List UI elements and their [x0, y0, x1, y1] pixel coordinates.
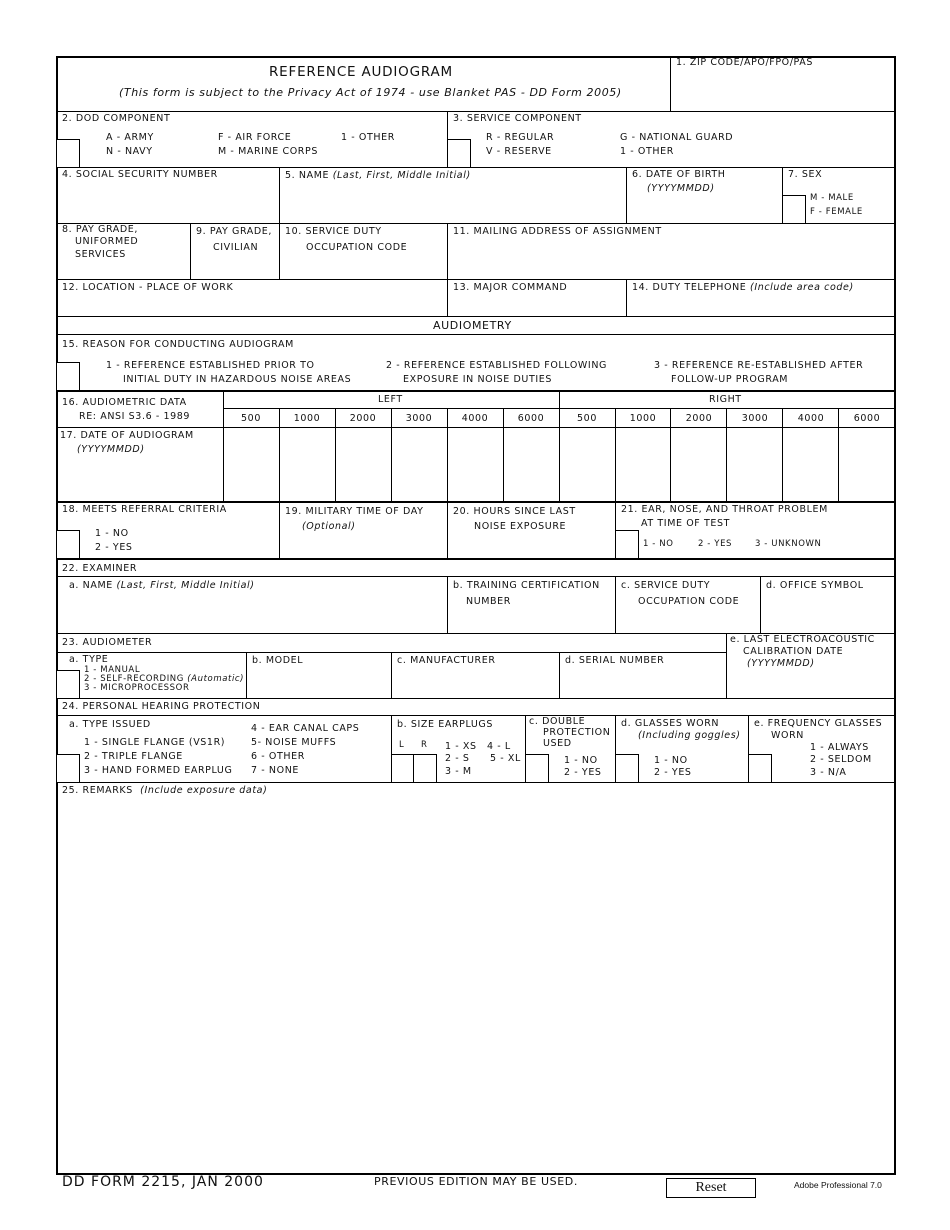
mailing-address-label: 11. MAILING ADDRESS OF ASSIGNMENT: [453, 226, 662, 237]
sex-option: F - FEMALE: [810, 207, 863, 217]
audiometer-type-box[interactable]: [56, 670, 80, 699]
threshold-cell[interactable]: [616, 428, 670, 500]
ssn-label: 4. SOCIAL SECURITY NUMBER: [62, 169, 218, 180]
training-cert-label: NUMBER: [466, 596, 511, 607]
pay-grade-civilian-label: 9. PAY GRADE,: [196, 226, 273, 237]
double-protection-label: c. DOUBLE: [529, 716, 586, 727]
rule: [56, 223, 894, 224]
reason-box[interactable]: [56, 362, 80, 391]
dod-option: 1 - OTHER: [341, 132, 395, 143]
size-option: 2 - S: [445, 753, 470, 764]
pay-grade-civilian-label: CIVILIAN: [213, 242, 259, 253]
reason-option: FOLLOW-UP PROGRAM: [671, 374, 789, 385]
reason-option: INITIAL DUTY IN HAZARDOUS NOISE AREAS: [123, 374, 352, 385]
edition-note: PREVIOUS EDITION MAY BE USED.: [374, 1175, 578, 1188]
frequency-header: 6000: [853, 413, 881, 424]
double-protection-label: USED: [543, 738, 572, 749]
type-issued-option: 6 - OTHER: [251, 751, 305, 762]
major-command-label: 13. MAJOR COMMAND: [453, 282, 568, 293]
hours-noise-field[interactable]: [448, 535, 614, 557]
examiner-name-field[interactable]: [57, 594, 446, 632]
ent-option: 1 - NO: [643, 539, 674, 549]
type-issued-label: a. TYPE ISSUED: [69, 719, 151, 730]
model-field[interactable]: [247, 668, 390, 697]
audiometric-data-label: RE: ANSI S3.6 - 1989: [79, 411, 191, 422]
serial-number-field[interactable]: [560, 668, 725, 697]
service-option: G - NATIONAL GUARD: [620, 132, 734, 143]
type-issued-option: 7 - NONE: [251, 765, 300, 776]
frequency-glasses-option: 2 - SELDOM: [810, 754, 872, 765]
examiner-duty-label: OCCUPATION CODE: [638, 596, 740, 607]
frequency-glasses-box[interactable]: [748, 754, 772, 783]
referral-label: 18. MEETS REFERRAL CRITERIA: [62, 504, 227, 515]
frequency-header: 1000: [293, 413, 321, 424]
type-issued-option: 1 - SINGLE FLANGE (VS1R): [84, 737, 226, 748]
double-protection-box[interactable]: [525, 754, 549, 783]
referral-box[interactable]: [56, 530, 80, 559]
duty-occupation-label: 10. SERVICE DUTY: [285, 226, 382, 237]
pay-grade-uniformed-label: 8. PAY GRADE,: [62, 224, 139, 235]
rule: [447, 576, 448, 633]
hearing-protection-heading: 24. PERSONAL HEARING PROTECTION: [62, 701, 261, 712]
form-number: DD FORM 2215, JAN 2000: [62, 1174, 264, 1190]
ent-option: 2 - YES: [698, 539, 733, 549]
training-cert-label: b. TRAINING CERTIFICATION: [453, 580, 600, 591]
zip-code-field[interactable]: [671, 70, 892, 110]
frequency-header: 3000: [405, 413, 433, 424]
manufacturer-label: c. MANUFACTURER: [397, 655, 496, 666]
location-label: 12. LOCATION - PLACE OF WORK: [62, 282, 234, 293]
frequency-glasses-option: 3 - N/A: [810, 767, 847, 778]
ent-problem-box[interactable]: [615, 530, 639, 559]
name-label: 5. NAME (Last, First, Middle Initial): [285, 170, 471, 181]
rule: [279, 223, 280, 279]
glasses-worn-label: d. GLASSES WORN: [621, 718, 720, 729]
reason-option: 1 - REFERENCE ESTABLISHED PRIOR TO: [106, 360, 315, 371]
service-option: R - REGULAR: [486, 132, 555, 143]
dod-option: A - ARMY: [106, 132, 154, 143]
audiometer-type-option: 3 - MICROPROCESSOR: [84, 683, 190, 693]
size-left-box[interactable]: [391, 754, 415, 783]
threshold-cell[interactable]: [280, 428, 334, 500]
threshold-cell[interactable]: [840, 428, 894, 500]
rule: [56, 698, 894, 699]
manufacturer-field[interactable]: [392, 668, 558, 697]
military-time-label: 19. MILITARY TIME OF DAY: [285, 506, 424, 517]
glasses-worn-box[interactable]: [615, 754, 639, 783]
frequency-header: 4000: [797, 413, 825, 424]
audiogram-date-format: (YYYYMMDD): [77, 444, 145, 455]
form-title: REFERENCE AUDIOGRAM: [269, 64, 453, 80]
duty-occupation-label: OCCUPATION CODE: [306, 242, 408, 253]
size-right-label: R: [421, 740, 428, 750]
model-label: b. MODEL: [252, 655, 304, 666]
military-time-field[interactable]: [280, 535, 446, 557]
reset-button[interactable]: Reset: [666, 1178, 756, 1198]
glasses-worn-option: 1 - NO: [654, 755, 688, 766]
threshold-cell[interactable]: [504, 428, 558, 500]
rule: [615, 576, 616, 633]
hours-noise-label: NOISE EXPOSURE: [474, 521, 567, 532]
threshold-cell[interactable]: [672, 428, 726, 500]
examiner-duty-label: c. SERVICE DUTY: [621, 580, 711, 591]
rule: [56, 558, 894, 560]
glasses-worn-note: (Including goggles): [638, 730, 741, 741]
threshold-cell[interactable]: [392, 428, 446, 500]
size-option: 1 - XS: [445, 741, 477, 752]
type-issued-option: 4 - EAR CANAL CAPS: [251, 723, 360, 734]
major-command-field[interactable]: [448, 295, 625, 315]
audiogram-date-field[interactable]: [57, 458, 222, 500]
reason-option: 3 - REFERENCE RE-ESTABLISHED AFTER: [654, 360, 864, 371]
office-symbol-field[interactable]: [761, 594, 892, 632]
audiometry-heading: AUDIOMETRY: [433, 319, 512, 332]
office-symbol-label: d. OFFICE SYMBOL: [766, 580, 864, 591]
dod-component-label: 2. DOD COMPONENT: [62, 113, 171, 124]
service-option: V - RESERVE: [486, 146, 552, 157]
dob-label: 6. DATE OF BIRTH: [632, 169, 726, 180]
mailing-address-field[interactable]: [448, 239, 892, 278]
sex-option: M - MALE: [810, 193, 854, 203]
double-protection-option: 1 - NO: [564, 755, 598, 766]
audiometer-type-option: 1 - MANUAL: [84, 665, 141, 675]
pay-grade-uniformed-label: UNIFORMED: [75, 236, 139, 247]
serial-number-label: d. SERIAL NUMBER: [565, 655, 665, 666]
dod-option: M - MARINE CORPS: [218, 146, 318, 157]
threshold-cell[interactable]: [728, 428, 782, 500]
referral-option: 2 - YES: [95, 542, 133, 553]
calibration-label: e. LAST ELECTROACOUSTIC: [730, 634, 875, 645]
calibration-label: CALIBRATION DATE: [743, 646, 844, 657]
rule: [56, 279, 894, 280]
examiner-heading: 22. EXAMINER: [62, 563, 138, 574]
reason-label: 15. REASON FOR CONDUCTING AUDIOGRAM: [62, 339, 294, 350]
sex-label: 7. SEX: [788, 169, 823, 180]
threshold-cell[interactable]: [224, 428, 278, 500]
dod-option: F - AIR FORCE: [218, 132, 292, 143]
frequency-glasses-label: e. FREQUENCY GLASSES: [754, 718, 883, 729]
double-protection-option: 2 - YES: [564, 767, 602, 778]
frequency-header: 2000: [349, 413, 377, 424]
pay-grade-uniformed-field[interactable]: [57, 262, 189, 278]
frequency-header: 1000: [629, 413, 657, 424]
size-option: 4 - L: [487, 741, 511, 752]
rule: [56, 390, 894, 392]
name-field[interactable]: [280, 183, 625, 222]
military-time-note: (Optional): [302, 521, 356, 532]
ent-option: 3 - UNKNOWN: [755, 539, 822, 549]
frequency-header: 6000: [517, 413, 545, 424]
size-earplugs-label: b. SIZE EARPLUGS: [397, 719, 494, 730]
frequency-header: 2000: [685, 413, 713, 424]
left-ear-heading: LEFT: [378, 394, 403, 405]
frequency-header: 500: [577, 413, 597, 424]
threshold-cell[interactable]: [560, 428, 614, 500]
rule: [56, 576, 894, 577]
audiometer-type-label: a. TYPE: [69, 654, 109, 665]
threshold-cell[interactable]: [784, 428, 838, 500]
calibration-format: (YYYYMMDD): [747, 658, 815, 669]
rule: [56, 316, 894, 317]
ent-problem-label: AT TIME OF TEST: [641, 518, 731, 529]
right-ear-heading: RIGHT: [709, 394, 742, 405]
reason-option: EXPOSURE IN NOISE DUTIES: [403, 374, 552, 385]
audiometer-type-option: 2 - SELF-RECORDING (Automatic): [84, 674, 245, 684]
adobe-note: Adobe Professional 7.0: [794, 1180, 882, 1190]
dod-option: N - NAVY: [106, 146, 153, 157]
service-component-label: 3. SERVICE COMPONENT: [453, 113, 582, 124]
service-option: 1 - OTHER: [620, 146, 674, 157]
audiometric-data-label: 16. AUDIOMETRIC DATA: [62, 397, 187, 408]
double-protection-label: PROTECTION: [543, 727, 611, 738]
location-field[interactable]: [57, 295, 446, 315]
ssn-field[interactable]: [57, 182, 278, 222]
dob-field[interactable]: [627, 196, 781, 222]
frequency-glasses-label: WORN: [771, 730, 804, 741]
frequency-glasses-option: 1 - ALWAYS: [810, 742, 869, 753]
duty-telephone-field[interactable]: [627, 295, 892, 315]
duty-telephone-label: 14. DUTY TELEPHONE (Include area code): [632, 282, 854, 293]
ent-problem-label: 21. EAR, NOSE, AND THROAT PROBLEM: [621, 504, 828, 515]
type-issued-box[interactable]: [56, 754, 80, 783]
dod-component-box[interactable]: [56, 139, 80, 168]
size-right-box[interactable]: [413, 754, 437, 783]
remarks-field[interactable]: [57, 800, 892, 1170]
pay-grade-uniformed-label: SERVICES: [75, 249, 126, 260]
type-issued-option: 2 - TRIPLE FLANGE: [84, 751, 183, 762]
form-subtitle: (This form is subject to the Privacy Act of 1974 - use Blanket PAS - DD Form 2005): [119, 86, 622, 99]
rule: [726, 633, 727, 698]
glasses-worn-option: 2 - YES: [654, 767, 692, 778]
examiner-name-label: a. NAME (Last, First, Middle Initial): [69, 580, 255, 591]
remarks-label: 25. REMARKS (Include exposure data): [62, 785, 268, 796]
size-option: 5 - XL: [490, 753, 521, 764]
rule: [190, 223, 191, 279]
zip-code-label: 1. ZIP CODE/APO/FPO/PAS: [676, 57, 813, 68]
audiometer-heading: 23. AUDIOMETER: [62, 637, 153, 648]
service-component-box[interactable]: [447, 139, 471, 168]
frequency-header: 500: [241, 413, 261, 424]
hours-noise-label: 20. HOURS SINCE LAST: [453, 506, 576, 517]
reason-option: 2 - REFERENCE ESTABLISHED FOLLOWING: [386, 360, 607, 371]
size-option: 3 - M: [445, 766, 472, 777]
rule: [56, 715, 894, 716]
referral-option: 1 - NO: [95, 528, 129, 539]
dob-format: (YYYYMMDD): [647, 183, 715, 194]
sex-box[interactable]: [782, 195, 806, 224]
threshold-cell[interactable]: [448, 428, 502, 500]
size-left-label: L: [399, 740, 405, 750]
type-issued-option: 5- NOISE MUFFS: [251, 737, 337, 748]
threshold-cell[interactable]: [336, 428, 390, 500]
frequency-header: 4000: [461, 413, 489, 424]
rule: [56, 334, 894, 335]
audiogram-date-label: 17. DATE OF AUDIOGRAM: [60, 430, 194, 441]
frequency-header: 3000: [741, 413, 769, 424]
type-issued-option: 3 - HAND FORMED EARPLUG: [84, 765, 233, 776]
